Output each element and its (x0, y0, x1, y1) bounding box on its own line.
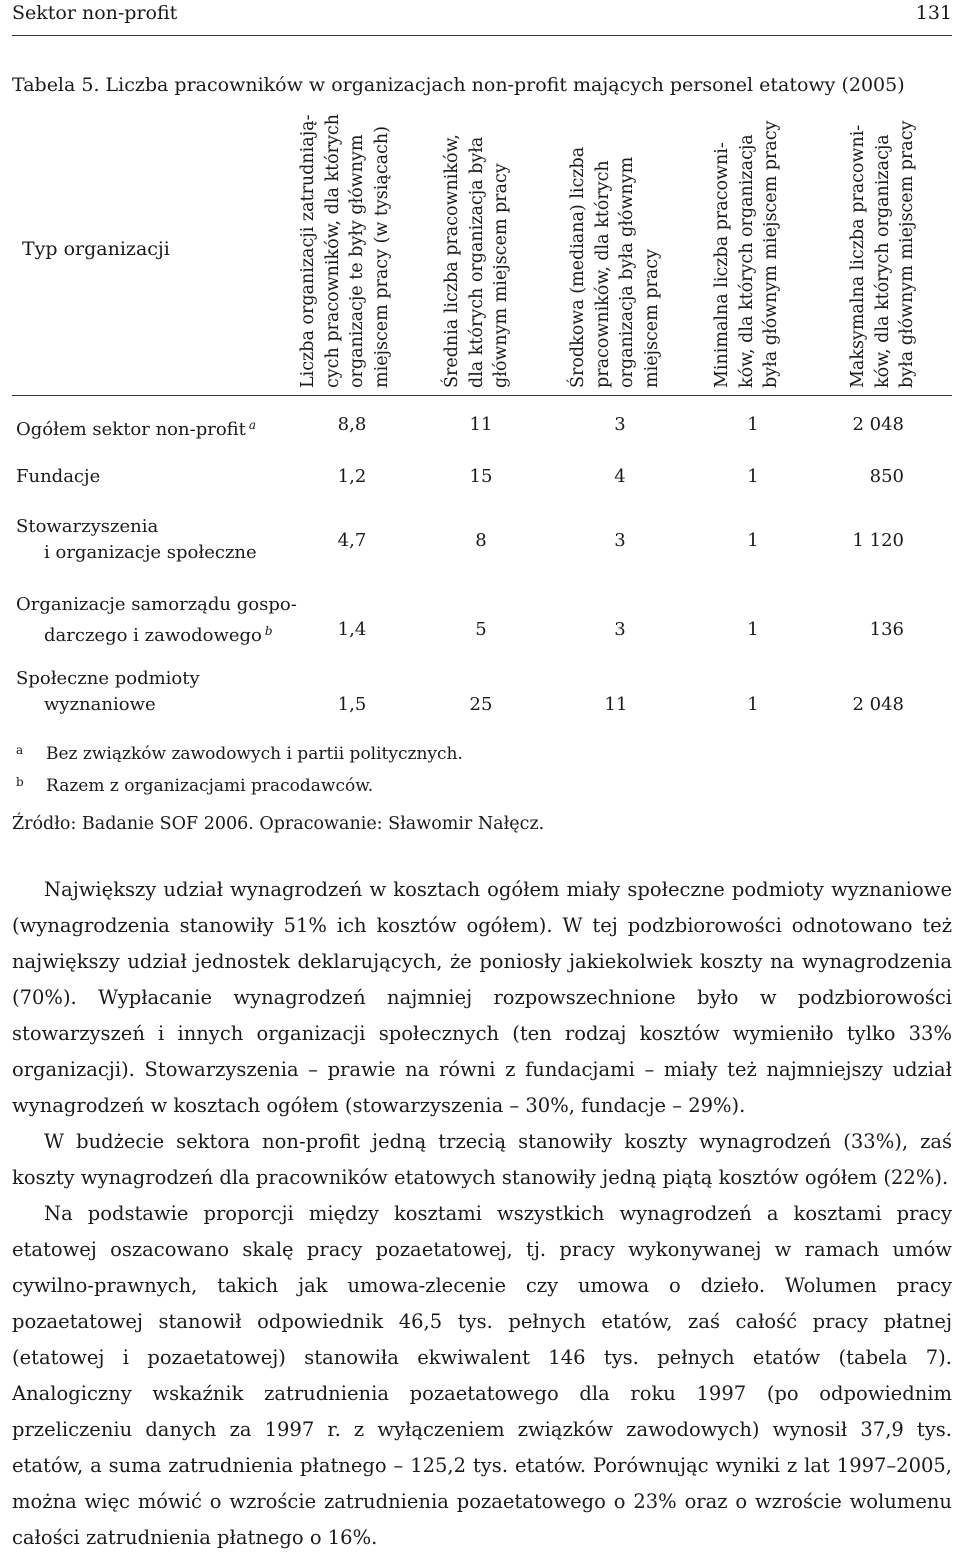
paragraph: W budżecie sektora non-profit jedną trzecią stanowiły koszty wynagrodzeń (33%), zaś koszty wynagrodzeń dla pracowników etatowych stanowiły jedną piątą kosztów ogółem (22%). (12, 1130, 952, 1189)
table-cell: 1 (747, 414, 759, 435)
paragraph: Największy udział wynagrodzeń w kosztach ogółem miały społeczne podmioty wyznaniowe (wynagrodzenia stanowiły 51% ich kosztów ogółem). W tej podzbiorowości odnotowano też największy udział jednostek deklarujących, że poniosły jakiekolwiek koszty na wynagrodzenia (70%). Wypłacanie wynagrodzeń najmniej rozpowszechnione było w podzbiorowości stowarzyszeń i innych organizacji społecznych (ten rodzaj kosztów wymieniło tylko 33% organizacji). Stowarzyszenia – prawie na równi z fundacjami – miały też najmniejszy udział wynagrodzeń w kosztach ogółem (stowarzyszenia – 30%, fundacje – 29%). (12, 878, 952, 1117)
table-cell: 3 (614, 414, 626, 435)
column-header-line: cych pracowników, dla których (322, 114, 343, 388)
paragraph: Na podstawie proporcji między kosztami wszystkich wynagrodzeń a kosztami pracy etatowej oszacowano skalę pracy pozaetatowej, tj. pracy wykonywanej w ramach umów cywilno-prawnych, takich jak umowa-zlecenie czy umowa o dzieło. Wolumen pracy pozaetatowej stanowił odpowiednik 46,5 tys. pełnych etatów, zaś całość pracy płatnej (etatowej i pozaetatowej) stanowiła ekwiwalent 146 tys. pełnych etatów (tabela 7). Analogiczny wskaźnik zatrudnienia pozaetatowego dla roku 1997 (po odpowiednim przeliczeniu danych za 1997 r. z wyłączeniem związków zawodowych) wynosił 37,9 tys. etatów, a suma zatrudnienia płatnego – 125,2 tys. etatów. Porównując wyniki z lat 1997–2005, można więc mówić o wzroście zatrudnienia pozaetatowego o 23% oraz o wzroście wolumenu całości zatrudnienia płatnego o 16%. (12, 1202, 952, 1549)
footnote-marker: b (16, 775, 24, 789)
table-cell: 25 (469, 694, 493, 715)
column-header-line: ków, dla których organizacja (872, 134, 893, 388)
column-header-line: Maksymalna liczba pracowni- (848, 124, 868, 388)
footnote-a (16, 743, 463, 764)
table-header-divider (12, 395, 952, 396)
row-label-text: Stowarzyszenia (16, 516, 159, 537)
table-cell: 11 (469, 414, 493, 435)
footnote-marker: a (16, 743, 24, 757)
table-cell: 136 (869, 619, 904, 640)
table-cell: 4 (614, 466, 626, 487)
column-header-2 (440, 118, 520, 388)
page-number: 131 (915, 2, 952, 24)
column-header-line: ków, dla których organizacja (736, 134, 757, 388)
table-row-label (16, 592, 297, 649)
column-header-line: była głównym miejscem pracy (761, 120, 782, 388)
table-cell: 5 (475, 619, 487, 640)
row-label-text: Organizacje samorządu gospo- (16, 594, 297, 615)
row-header-label: Typ organizacji (22, 238, 170, 260)
column-header-line: organizacja była głównym (617, 156, 638, 388)
column-header-4 (710, 118, 790, 388)
column-header-1 (296, 114, 400, 388)
table-cell: 11 (604, 694, 628, 715)
column-header-3 (566, 118, 670, 388)
table-cell: 3 (614, 619, 626, 640)
table-cell: 850 (869, 466, 904, 487)
row-label-text: Społeczne podmioty (16, 668, 200, 689)
table-row-label (16, 666, 200, 718)
table-cell: 8,8 (337, 414, 367, 435)
row-label-text: Ogółem sektor non-profit (16, 419, 246, 440)
column-header-line: była głównym miejscem pracy (897, 120, 918, 388)
body-text (12, 872, 952, 1556)
table-cell: 3 (614, 530, 626, 551)
row-label-line (16, 618, 297, 649)
table-cell: 4,7 (337, 530, 367, 551)
footnote-text: Razem z organizacjami pracodawców. (46, 776, 374, 796)
table-cell: 1 (747, 694, 759, 715)
column-header-5 (846, 118, 926, 388)
table-cell: 1,4 (337, 619, 367, 640)
column-header-line: pracowników, dla których (592, 160, 613, 388)
column-header-line: Średnia liczba pracowników, (442, 134, 462, 388)
column-header-line: Liczba organizacji zatrudniają- (298, 114, 318, 388)
row-label-text: Fundacje (16, 466, 101, 487)
table-source: Źródło: Badanie SOF 2006. Opracowanie: Sławomir Nałęcz. (12, 814, 545, 834)
running-header (12, 2, 952, 30)
footnote-marker: b (264, 624, 273, 638)
table-cell: 2 048 (852, 414, 904, 435)
column-header-line: miejscem pracy (w tysiącach) (371, 126, 392, 388)
column-header-line: Środkowa (mediana) liczba (568, 146, 588, 388)
table-cell: 1,5 (337, 694, 367, 715)
row-label-text: i organizacje społeczne (44, 542, 257, 563)
column-header-line: Minimalna liczba pracowni- (712, 142, 732, 388)
table-cell: 1 (747, 530, 759, 551)
footnote-marker: a (248, 418, 257, 432)
column-header-line: dla których organizacja była (466, 136, 487, 388)
column-header-line: miejscem pracy (641, 249, 662, 388)
column-header-line: organizacje te były głównym (347, 134, 368, 388)
header-divider (12, 35, 952, 36)
table-cell: 1,2 (337, 466, 367, 487)
table-cell: 2 048 (852, 694, 904, 715)
table-cell: 1 (747, 466, 759, 487)
table-cell: 15 (469, 466, 493, 487)
table-row-label (16, 464, 100, 490)
running-title: Sektor non-profit (12, 2, 178, 24)
table-row-label (16, 412, 256, 443)
row-label-text: wyznaniowe (44, 694, 156, 715)
table-caption: Tabela 5. Liczba pracowników w organizacjach non-profit mających personel etatowy (2005) (12, 74, 905, 96)
row-label-text: darczego i zawodowego (44, 625, 262, 646)
table-cell: 1 (747, 619, 759, 640)
column-header-line: głównym miejscem pracy (491, 163, 512, 388)
table-cell: 1 120 (852, 530, 904, 551)
table-cell: 8 (475, 530, 487, 551)
footnote-b (16, 775, 373, 796)
table-row-label (16, 514, 257, 566)
footnote-text: Bez związków zawodowych i partii politycznych. (46, 744, 463, 764)
